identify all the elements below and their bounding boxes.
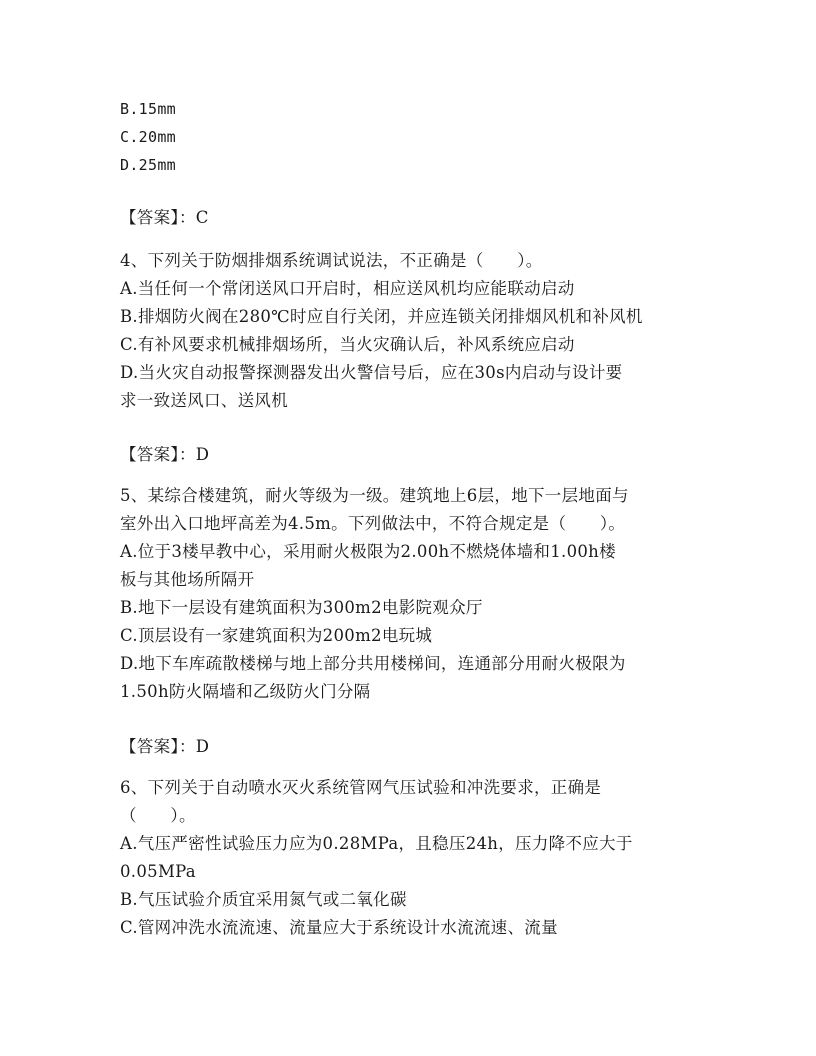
q3-option-c: C.20mm (120, 128, 176, 146)
q4-answer: 【答案】：D (120, 445, 210, 464)
q6-option-a: A.气压严密性试验压力应为0.28MPa，且稳压24h，压力降不应大于 (120, 834, 633, 853)
q5-option-c: C.顶层设有一家建筑面积为200m2电玩城 (120, 626, 433, 645)
q4-option-d: D.当火灾自动报警探测器发出火警信号后，应在30s内启动与设计要 (120, 363, 623, 382)
q3-answer: 【答案】：C (120, 208, 209, 227)
q5-option-d-cont: 1.50h防火隔墙和乙级防火门分隔 (120, 682, 371, 701)
q5-answer: 【答案】：D (120, 737, 210, 756)
q6-option-c: C.管网冲洗水流流速、流量应大于系统设计水流流速、流量 (120, 918, 558, 937)
q5-option-d: D.地下车库疏散楼梯与地上部分共用楼梯间，连通部分用耐火极限为 (120, 654, 626, 673)
q6-stem-cont: （ ）。 (120, 806, 196, 825)
q4-option-b: B.排烟防火阀在280℃时应自行关闭，并应连锁关闭排烟风机和补风机 (120, 307, 643, 326)
q4-option-d-cont: 求一致送风口、送风机 (120, 391, 288, 410)
q4-option-c: C.有补风要求机械排烟场所，当火灾确认后，补风系统应启动 (120, 335, 575, 354)
q4-option-a: A.当任何一个常闭送风口开启时，相应送风机均应能联动启动 (120, 279, 575, 298)
q6-option-b: B.气压试验介质宜采用氮气或二氧化碳 (120, 890, 407, 909)
q5-stem: 5、某综合楼建筑，耐火等级为一级。建筑地上6层，地下一层地面与 (120, 486, 629, 505)
q5-option-a-cont: 板与其他场所隔开 (120, 570, 255, 589)
q4-stem: 4、下列关于防烟排烟系统调试说法，不正确是（ ）。 (120, 251, 543, 270)
q5-option-a: A.位于3楼早教中心，采用耐火极限为2.00h不燃烧体墙和1.00h楼 (120, 542, 616, 561)
q6-option-a-cont: 0.05MPa (120, 862, 196, 881)
q5-stem-cont: 室外出入口地坪高差为4.5m。下列做法中，不符合规定是（ ）。 (120, 514, 626, 533)
q6-stem: 6、下列关于自动喷水灭火系统管网气压试验和冲洗要求，正确是 (120, 778, 602, 797)
q3-option-b: B.15mm (120, 100, 176, 118)
q5-option-b: B.地下一层设有建筑面积为300m2电影院观众厅 (120, 598, 483, 617)
q3-option-d: D.25mm (120, 156, 176, 174)
